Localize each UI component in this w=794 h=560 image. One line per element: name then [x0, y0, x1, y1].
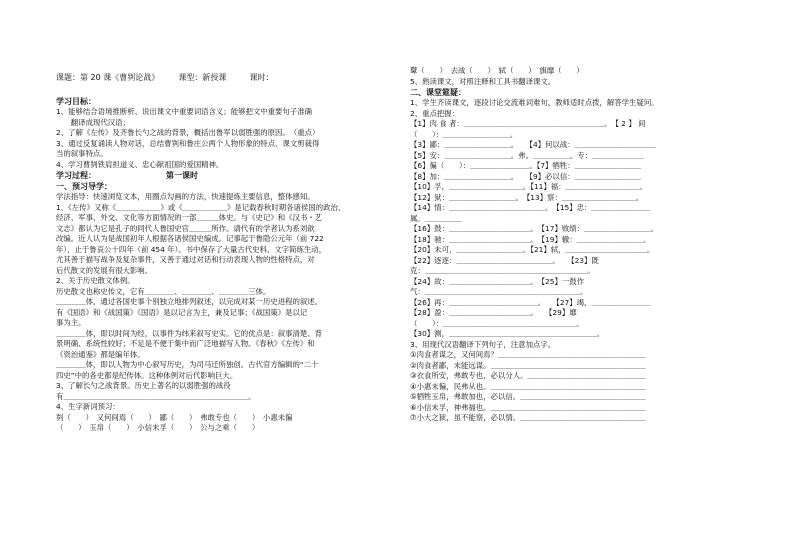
translation-line: ④小惠未徧，民弗从也。＿＿＿＿＿＿＿＿＿＿＿＿＿＿＿＿＿＿＿＿＿: [410, 381, 646, 391]
lesson-header: [56, 72, 416, 83]
class-line: 【24】故：＿＿＿＿＿＿＿＿＿＿＿。 【25】一鼓作: [410, 276, 585, 286]
preview-line: 事为主。: [56, 318, 86, 327]
preview-line: 年），止于鲁哀公十四年（前 454 年）。书中保存了大量古代史料，文字简练生动，: [56, 244, 327, 254]
preview-line: 有《国语》和《战国策》《国语》是以记言为主，兼及记事；《战国策》是以记: [56, 307, 308, 317]
preview-title: 一、预习导学：: [56, 182, 112, 191]
objective-line: 3、通过反复诵读人物对话，总结曹刿和鲁庄公两个人物形象的特点、课文剪裁得: [56, 138, 320, 148]
reading-task: 5、熟读课文，对照注释和工具书翻译课文。: [410, 76, 556, 86]
preview-line: 文志》都认为它是孔子的同代人鲁国史官＿＿＿所作。请代有的学者认为系刘歆: [56, 223, 315, 233]
class-line: 【28】盈：＿＿＿＿＿＿＿＿＿＿＿。 【29】靡: [410, 308, 577, 317]
preview-line: ＿＿＿＿体，即以时间为经，以事件为纬来叙写史实。它的优点是：叙事清楚、背: [56, 328, 323, 338]
preview-line: ＿＿＿＿体，通过各国史事个别独立地排列叙述，以完成对某一历史进程的叙述。: [56, 297, 323, 306]
translation-line: ⑤牺牲玉帛，弗敢加也，必以信。＿＿＿＿＿＿＿＿＿＿＿＿＿＿＿＿＿: [410, 392, 646, 401]
vocab-title: 4、生字新词预习：: [56, 402, 120, 411]
left-column: [56, 96, 392, 434]
class-line: 气：＿＿＿＿＿＿＿＿＿＿＿＿＿＿＿＿＿＿＿＿＿。: [410, 287, 588, 296]
class-line: 【1】肉 食 者：＿＿＿＿＿＿＿＿＿＿＿＿＿＿＿＿＿＿＿。 【 2 】 间: [410, 119, 646, 128]
objective-line: 1、能够结合语境推断析、说出课文中重要词语含义；能够把文中重要句子准确: [56, 107, 312, 116]
first-lesson-label: 第一课时: [166, 171, 198, 180]
vocab-continued: 鼙（ ） 去战（ ） 轼（ ） 旗靡（ ）: [410, 66, 584, 75]
class-line: 1、学生齐读课文，逐段讨论交流难词难句，教师适时点拨，解答学生疑问。: [410, 98, 659, 107]
preview-line: 景明确、系统性较好；不足是不便于集中而广泛地描写人物。《春秋》《左传》和: [56, 339, 315, 348]
class-line: 【26】再：＿＿＿＿＿＿＿＿＿＿＿＿。 【27】竭，＿＿＿＿＿＿＿＿: [410, 297, 651, 307]
class-line: 克：＿＿＿＿＿＿＿＿＿＿＿＿＿＿＿＿＿＿＿＿＿＿。: [410, 266, 595, 275]
class-line: 【22】逐逐：＿＿＿＿＿＿＿＿＿＿＿＿＿。 【23】既: [410, 255, 599, 265]
class-line: 【10】孚，＿＿＿＿＿＿＿＿＿＿。【11】福：＿＿＿＿＿＿＿＿＿＿。: [410, 182, 647, 191]
preview-line: ＿＿＿＿体，即以人物为中心叙写历史，为司马迁所独创。古代官方编辑的“二十: [56, 360, 319, 369]
preview-line: 学法指导：快速浏览文本，用圈点勾画的方法，快速提炼主要信息，整体感知。: [56, 192, 315, 201]
objectives-list: [56, 107, 392, 170]
preview-line: 1、《左传》又称《＿＿＿＿＿＿》或《＿＿＿＿＿＿》是记载春秋时期各诸侯国的政治、: [56, 202, 346, 212]
preview-line: 历史散文也称史传文，它有＿＿＿＿、＿＿＿＿、＿＿＿＿三体。: [56, 286, 271, 296]
class-section-title: 二、课堂筵疑：: [410, 88, 466, 97]
class-lines: [410, 98, 740, 424]
translation-line: ①肉食者谋之，又何间焉？＿＿＿＿＿＿＿＿＿＿＿＿＿＿＿＿＿＿＿＿: [410, 350, 646, 359]
preview-line: 《资治通鉴》都是编年体。: [56, 349, 145, 359]
translation-line: ②肉食者鄙，未能远谋。＿＿＿＿＿＿＿＿＿＿＿＿＿＿＿＿＿＿＿＿＿: [410, 360, 646, 370]
class-line: 【20】未可，＿＿＿＿＿＿＿＿＿。【21】轼，＿＿＿＿＿＿＿＿＿＿＿。: [410, 245, 655, 254]
class-line: 【3】鄙：＿＿＿＿＿＿＿＿＿。 【4】何以战：＿＿＿＿＿＿＿＿＿＿＿: [410, 140, 656, 149]
class-line: （ ）：＿＿＿＿＿＿＿＿＿。: [410, 129, 518, 139]
objective-line: 2、了解《左传》及齐鲁长勺之战的背景，概括出鲁军以弱胜强的原因。 （重点）: [56, 128, 320, 137]
class-line: 【18】驰：＿＿＿＿＿＿＿＿＿＿＿。 【19】辙：＿＿＿＿＿＿＿＿＿。: [410, 234, 651, 244]
class-line: 【16】鼓：＿＿＿＿＿＿＿＿＿＿＿。 【17】败绩：＿＿＿＿＿＿＿＿＿。: [410, 224, 658, 233]
vocab-line: 刿（ ） 又何间焉（ ） 鄙（ ） 弗敢专也（ ） 小惠未徧: [56, 412, 293, 422]
objectives-title: 学习目标：: [56, 97, 96, 106]
preview-line: 2、关于历史散文体例。: [56, 276, 135, 285]
preview-line: 改编。近人认为是战国初年人根据各诸侯国史编成。记事起于鲁隐公元年（前 722: [56, 234, 324, 243]
process-header: [56, 170, 392, 181]
right-column: [410, 66, 740, 424]
class-line: 【30】测，＿＿＿＿＿＿＿＿＿＿＿＿＿＿＿＿＿＿＿＿。: [410, 329, 605, 338]
class-line: 【5】安：＿＿＿＿＿＿＿＿＿。弗。＿＿＿＿＿。专：＿＿＿＿＿＿＿: [410, 150, 644, 160]
class-line: 【12】狱：＿＿＿＿＿＿＿＿＿。 【13】察：＿＿＿＿＿＿＿＿＿＿。: [410, 192, 644, 202]
class-line: 【6】徧（ ）：＿＿＿＿＿＿＿＿。【7】牺牲：＿＿＿＿＿＿＿＿＿: [410, 161, 642, 170]
lesson-type: 课型：新授课: [178, 73, 227, 82]
translation-line: ⑥小信未孚，神弗福也。＿＿＿＿＿＿＿＿＿＿＿＿＿＿＿＿＿＿＿＿＿: [410, 402, 646, 412]
class-line: （ ）：＿＿＿＿＿＿＿＿＿＿＿＿＿＿＿＿＿＿。: [410, 318, 584, 328]
process-title: 学习过程：: [56, 171, 96, 180]
objective-line: 当的叙事特点。: [56, 149, 108, 158]
vocab-line: （ ） 玉帛（ ） 小信未孚（ ） 公与之乘（ ）: [56, 423, 260, 432]
lesson-title: 课题：第 20 课《曹刿论战》: [56, 73, 160, 82]
preview-line: 四史”中的各史都是纪传体。这种体例对后代影响巨大。: [56, 370, 238, 380]
preview-line: 后代散文的发展有很大影响。: [56, 265, 153, 275]
preview-line: 有＿＿＿＿＿＿＿＿＿＿＿＿＿＿＿＿＿＿＿＿＿＿＿＿＿。: [56, 391, 256, 401]
translation-line: ③衣食所安，弗敢专也，必以分人。＿＿＿＿＿＿＿＿＿＿＿＿＿＿＿＿: [410, 371, 646, 380]
lesson-hours: 课时：: [249, 73, 274, 82]
preview-line: 3、了解长勺之战背景。历史上著名的以弱胜强的战役: [56, 381, 231, 390]
translation-line: ⑦小大之狱，虽不能察，必以情。＿＿＿＿＿＿＿＿＿＿＿＿＿＿＿＿＿: [410, 413, 646, 422]
preview-line: 尤其善于描写战争及复杂事件，又善于通过对话和行动表现人物的性格特点，对: [56, 255, 315, 264]
class-line: 【14】情：＿＿＿＿＿＿＿＿＿＿＿＿＿。 【15】忠：＿＿＿＿＿＿＿＿: [410, 203, 651, 212]
objective-line: 翻译成现代汉语；: [56, 117, 130, 127]
class-line: 属。＿＿＿＿＿: [410, 213, 462, 223]
preview-lines: [56, 192, 392, 402]
class-line: 3、用现代汉语翻译下列句子，注意加点字。: [410, 339, 556, 349]
class-line: 2、重点把握：: [410, 108, 460, 118]
preview-line: 经济、军事、外交、文化等方面情况的一部＿＿＿体史。与《史记》和《汉书・艺: [56, 213, 323, 222]
class-line: 【8】加：＿＿＿＿＿＿＿＿＿。 【9】必以信：＿＿＿＿＿＿＿＿＿: [410, 171, 642, 181]
objective-line: 4、学习曹刿铁肩担道义、忠心献祖国的爱国精神。: [56, 159, 224, 169]
